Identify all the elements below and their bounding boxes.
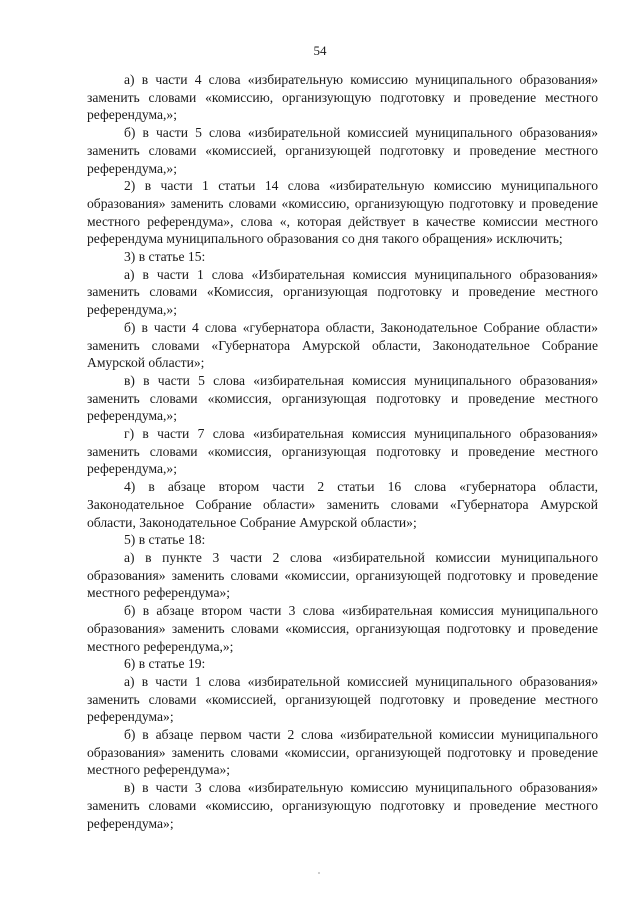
paragraph-item-2: 2) в части 1 статьи 14 слова «избирательную комиссию муниципального образования» заменить словами «комиссию, организующую подготовку и проведение местного референдума», слова «, которая действует в качестве комиссии местного референдума муниципального образования со дня такого обращения» исключить; bbox=[87, 178, 598, 247]
paragraph-item-3-g: г) в части 7 слова «избирательная комиссия муниципального образования» заменить словами «комиссия, организующая подготовку и проведение местного референдума,»; bbox=[87, 426, 598, 477]
paragraph-item-6-a: а) в части 1 слова «избирательной комиссией муниципального образования» заменить словами «комиссией, организующей подготовку и проведение местного референдума»; bbox=[87, 673, 598, 725]
paragraph-item-6-heading: 6) в статье 19: bbox=[124, 656, 206, 672]
paragraph-item-5-b: б) в абзаце втором части 3 слова «избирательная комиссия муниципального образования» заменить словами «комиссия, организующая подготовку и проведение местного референдума,»; bbox=[87, 603, 598, 654]
scan-speck bbox=[318, 872, 320, 874]
paragraph-item-3-v: в) в части 5 слова «избирательная комиссия муниципального образования» заменить словами «комиссия, организующая подготовку и проведение местного референдума,»; bbox=[87, 372, 598, 424]
paragraph-item-5-a: а) в пункте 3 части 2 слова «избирательной комиссии муниципального образования» заменить словами «комиссии, организующей подготовку и проведение местного референдума»; bbox=[87, 549, 598, 601]
paragraph-item-3-b: б) в части 4 слова «губернатора области, Законодательное Собрание области» заменить словами «Губернатора Амурской области, Законодательное Собрание Амурской области»; bbox=[87, 319, 598, 371]
paragraph-item-4: 4) в абзаце втором части 2 статьи 16 слова «губернатора области, Законодательное Собрание области» заменить словами «Губернатора Амурской области, Законодательное Собрание Амурской области»; bbox=[87, 479, 598, 530]
paragraph-item-5-heading: 5) в статье 18: bbox=[124, 532, 206, 548]
paragraph-item-3-heading: 3) в статье 15: bbox=[124, 249, 206, 265]
document-body bbox=[87, 71, 598, 832]
paragraph-part5-b: б) в части 5 слова «избирательной комиссией муниципального образования» заменить словами «комиссией, организующей подготовку и проведение местного референдума,»; bbox=[87, 125, 598, 176]
paragraph-item-3-a: а) в части 1 слова «Избирательная комиссия муниципального образования» заменить словами «Комиссия, организующая подготовку и проведение местного референдума,»; bbox=[87, 266, 598, 318]
paragraph-part4-a: а) в части 4 слова «избирательную комиссию муниципального образования» заменить словами «комиссию, организующую подготовку и проведение местного референдума,»; bbox=[87, 72, 598, 123]
paragraph-item-6-v: в) в части 3 слова «избирательную комиссию муниципального образования» заменить словами «комиссию, организующую подготовку и проведение местного референдума»; bbox=[87, 780, 598, 831]
page-number: 54 bbox=[313, 43, 327, 58]
paragraph-item-6-b: б) в абзаце первом части 2 слова «избирательной комиссии муниципального образования» заменить словами «комиссии, организующей подготовку и проведение местного референдума»; bbox=[87, 727, 598, 778]
